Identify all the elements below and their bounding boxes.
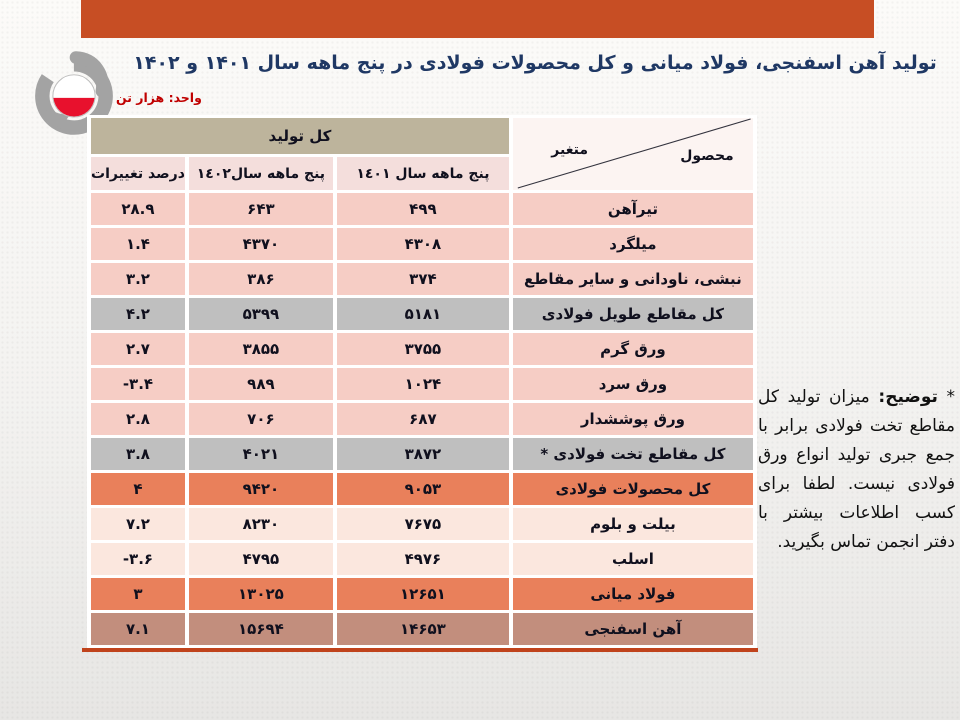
table-row-total-long [91,298,753,330]
row-label: ورق گرم [513,333,753,365]
row-label: کل مقاطع طویل فولادی [513,298,753,330]
pct-cell: -۳.۶ [91,543,185,575]
row-label: آهن اسفنجی [513,613,753,645]
table-row-total-products [91,473,753,505]
y1402-cell: ۷۰۶ [189,403,333,435]
y1402-cell: ۴۳۷۰ [189,228,333,260]
y1401-cell: ۱۰۲۴ [337,368,509,400]
footnote-lead: توضیح: [878,387,938,407]
unit-label: واحد: هزار تن [116,90,202,105]
row-label: کل مقاطع تخت فولادی * [513,438,753,470]
y1401-cell: ۷۶۷۵ [337,508,509,540]
col-header-year-1401: پنج ماهه سال ١٤٠١ [337,157,509,190]
table-row-hot-sheet [91,333,753,365]
row-label: کل محصولات فولادی [513,473,753,505]
pct-cell: ۷.۱ [91,613,185,645]
footnote-star: * [946,387,955,407]
y1401-cell: ۳۷۵۵ [337,333,509,365]
pct-cell: ۲۸.۹ [91,193,185,225]
y1401-cell: ۱۴۶۵۳ [337,613,509,645]
row-label: ورق پوششدار [513,403,753,435]
row-label: ورق سرد [513,368,753,400]
production-table [87,115,757,648]
corner-variable-label: متغیر [551,142,589,159]
table-row-angles [91,263,753,295]
table-row-sponge-iron [91,613,753,645]
y1401-cell: ۴۹۷۶ [337,543,509,575]
y1401-cell: ۱۲۶۵۱ [337,578,509,610]
y1401-cell: ۴۳۰۸ [337,228,509,260]
y1402-cell: ۱۳۰۲۵ [189,578,333,610]
footnote [758,383,955,557]
pct-cell: -۳.۴ [91,368,185,400]
table-row-intermediate-steel [91,578,753,610]
table-row-billet-bloom [91,508,753,540]
pct-cell: ۷.۲ [91,508,185,540]
pct-cell: ۳.۲ [91,263,185,295]
y1402-cell: ۹۴۲۰ [189,473,333,505]
table-row-beam [91,193,753,225]
pct-cell: ۲.۷ [91,333,185,365]
pct-cell: ۴ [91,473,185,505]
row-label: اسلب [513,543,753,575]
y1401-cell: ۵۱۸۱ [337,298,509,330]
y1402-cell: ۵۳۹۹ [189,298,333,330]
col-header-year-1402: پنج ماهه سال١٤٠٢ [189,157,333,190]
table-row-cold-sheet [91,368,753,400]
y1402-cell: ۴۷۹۵ [189,543,333,575]
corner-cell [513,118,753,190]
y1401-cell: ۶۸۷ [337,403,509,435]
y1401-cell: ۳۸۷۲ [337,438,509,470]
table-row-slab [91,543,753,575]
row-label: میلگرد [513,228,753,260]
y1402-cell: ۹۸۹ [189,368,333,400]
top-accent-bar [81,0,874,38]
footnote-body: میزان تولید کل مقاطع تخت فولادی برابر با جمع جبری تولید انواع ورق فولادی نیست. لطفا برای کسب اطلاعات بیشتر با دفتر انجمن تماس بگیرید. [758,387,955,552]
y1401-cell: ۹۰۵۳ [337,473,509,505]
y1402-cell: ۳۸۶ [189,263,333,295]
slide-title: تولید آهن اسفنجی، فولاد میانی و کل محصولات فولادی در پنج ماهه سال ۱۴۰۱ و ۱۴۰۲ [133,52,937,74]
table-header-row-top [91,118,753,154]
table-row-rebar [91,228,753,260]
y1402-cell: ۳۸۵۵ [189,333,333,365]
y1402-cell: ۸۲۳۰ [189,508,333,540]
pct-cell: ۱.۴ [91,228,185,260]
table-row-total-flat [91,438,753,470]
bottom-accent-line [82,648,758,652]
pct-cell: ۳ [91,578,185,610]
y1402-cell: ۱۵۶۹۴ [189,613,333,645]
pct-cell: ۳.۸ [91,438,185,470]
y1402-cell: ۶۴۳ [189,193,333,225]
y1401-cell: ۴۹۹ [337,193,509,225]
pct-cell: ۴.۲ [91,298,185,330]
total-production-header: کل تولید [91,118,509,154]
table-row-coated-sheet [91,403,753,435]
row-label: نبشی، ناودانی و سایر مقاطع [513,263,753,295]
y1402-cell: ۴۰۲۱ [189,438,333,470]
row-label: تیرآهن [513,193,753,225]
corner-product-label: محصول [680,148,734,165]
col-header-pct-change: درصد تغییرات [91,157,185,190]
row-label: بیلت و بلوم [513,508,753,540]
row-label: فولاد میانی [513,578,753,610]
pct-cell: ۲.۸ [91,403,185,435]
y1401-cell: ۳۷۴ [337,263,509,295]
